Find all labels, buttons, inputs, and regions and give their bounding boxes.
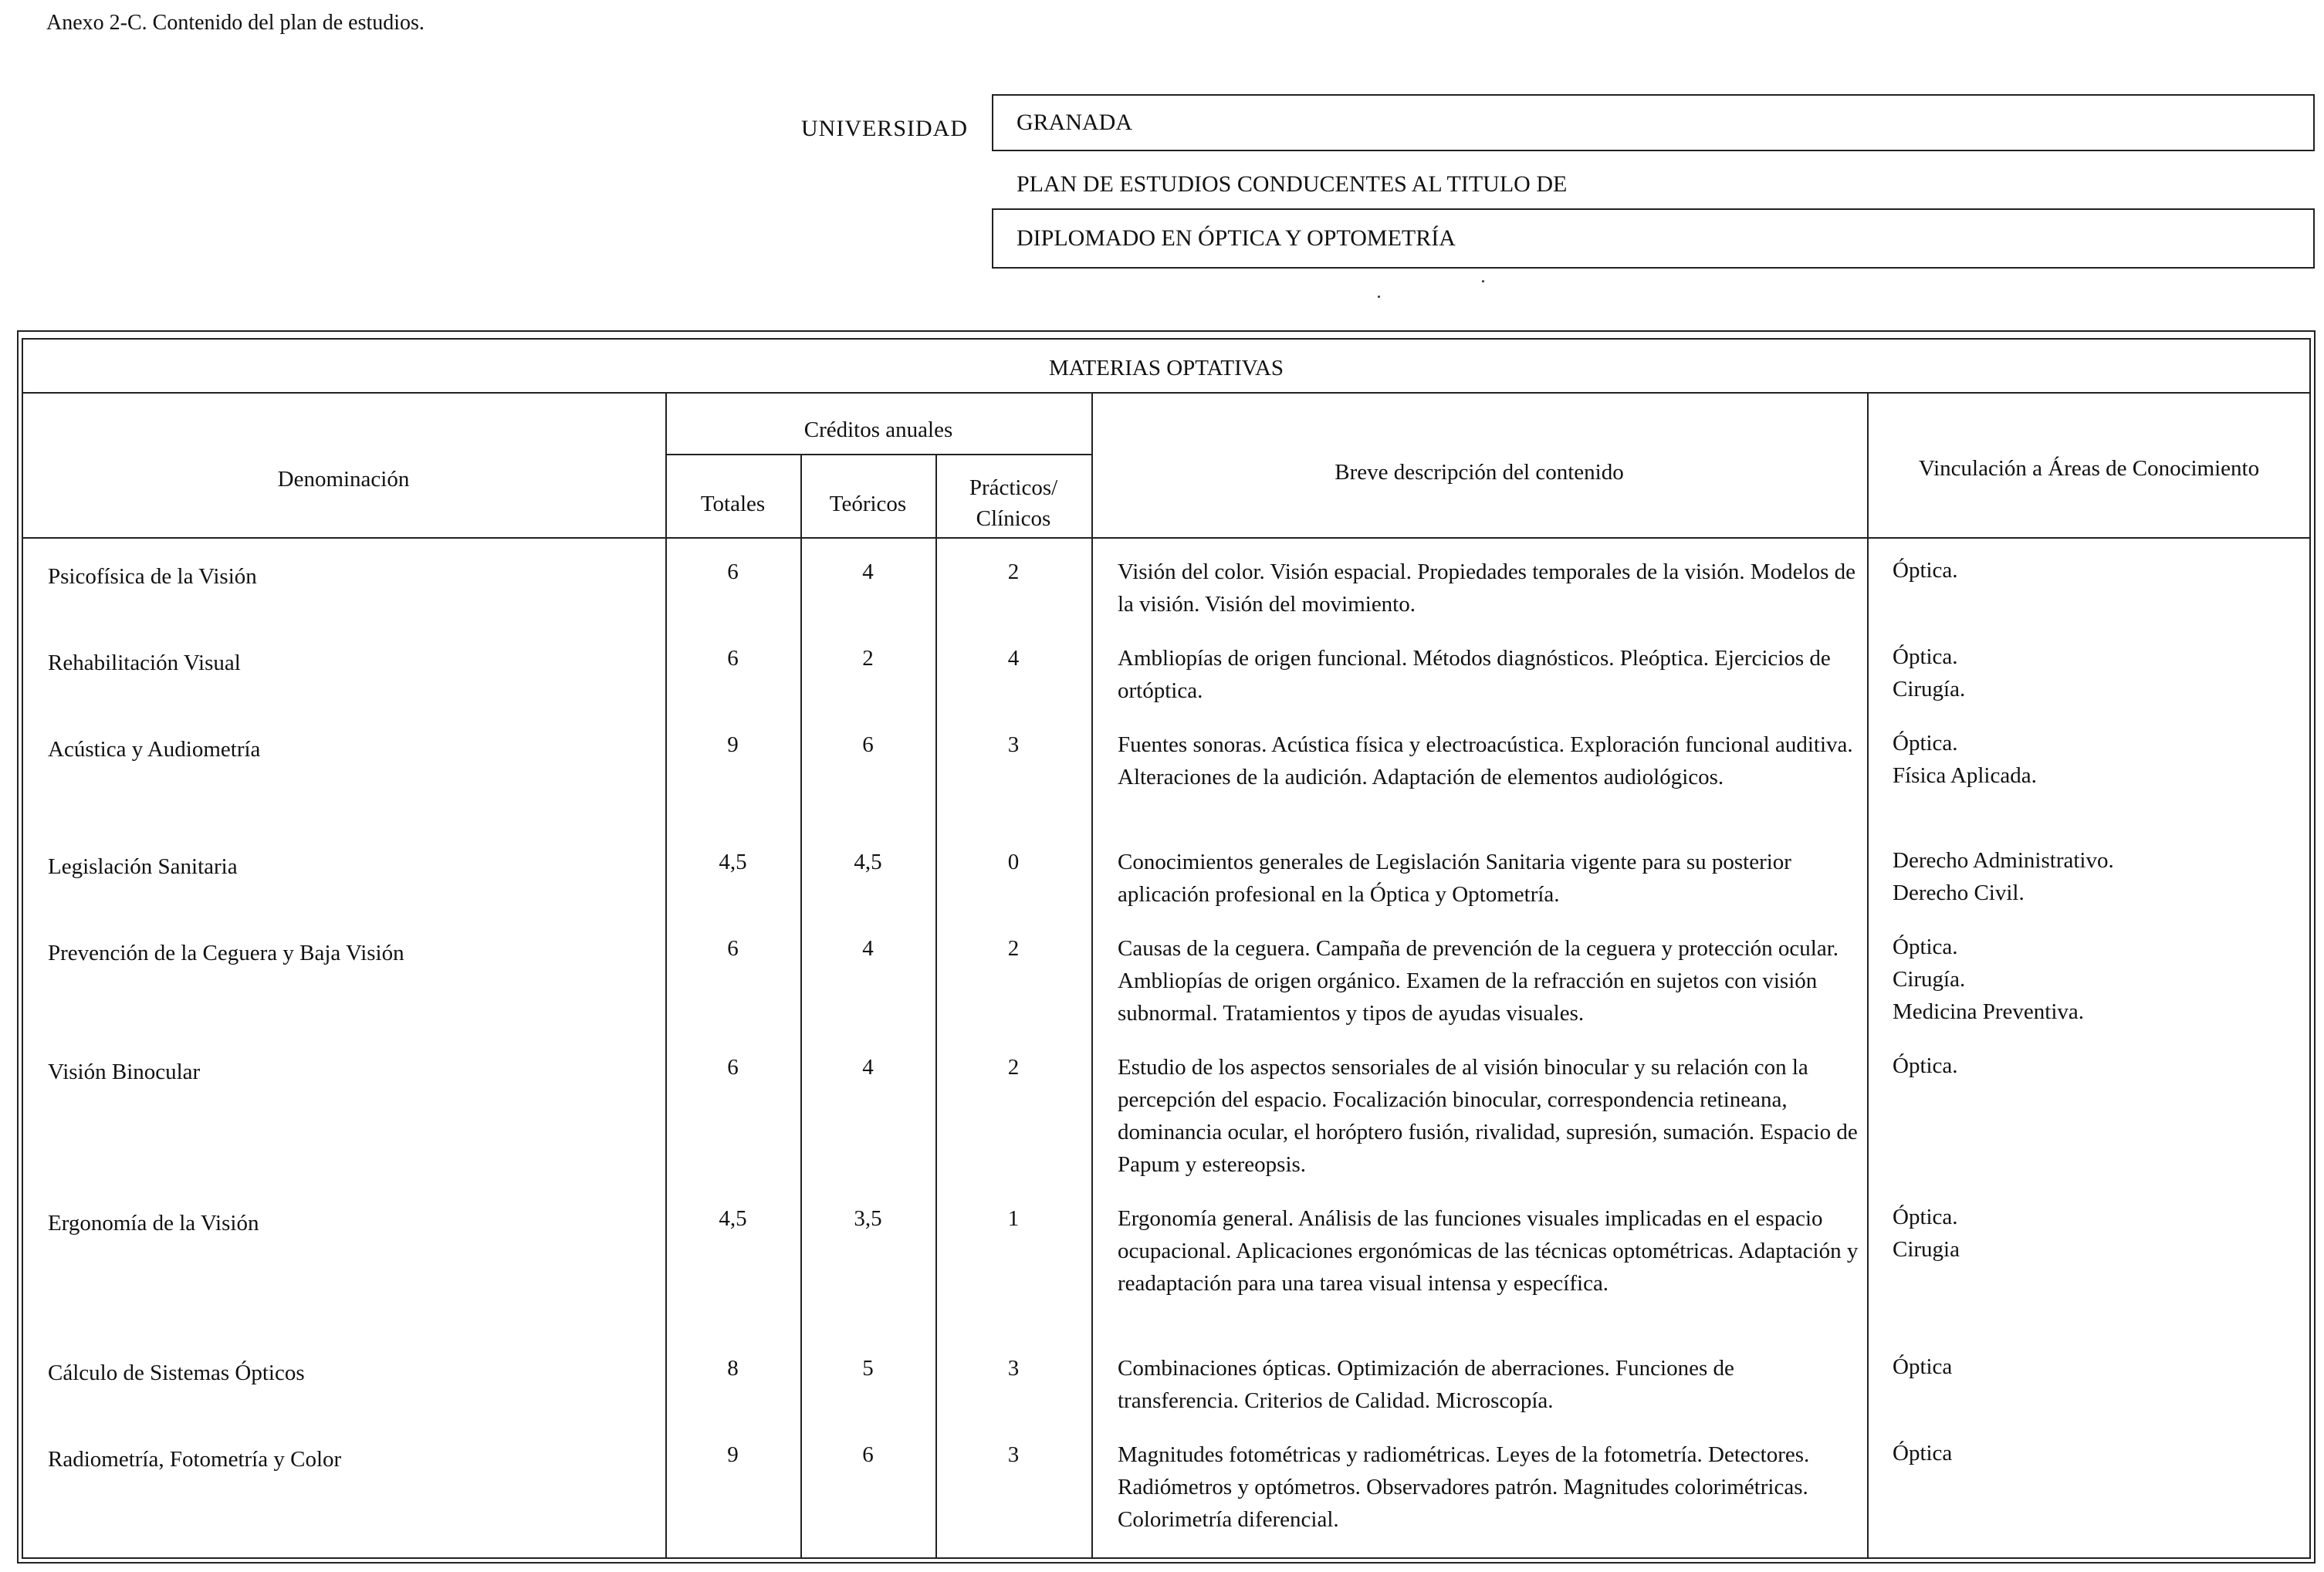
row-teoricos: 4 [862, 1055, 874, 1080]
row-practicos: 4 [1007, 646, 1020, 671]
row-teoricos: 5 [862, 1356, 874, 1381]
col-divider-2 [800, 454, 802, 1559]
row-denominacion: Ergonomía de la Visión [48, 1211, 259, 1236]
row-area-item: Cirugia [1893, 1237, 1960, 1262]
row-totales: 9 [727, 1442, 739, 1467]
row-area-item: Cirugía. [1893, 967, 1966, 992]
row-teoricos: 2 [862, 646, 874, 671]
row-totales: 6 [727, 559, 739, 584]
table-title: MATERIAS OPTATIVAS [1048, 356, 1284, 380]
row-practicos: 0 [1007, 850, 1020, 874]
speck [1378, 296, 1380, 298]
row-area-item: Física Aplicada. [1893, 763, 2037, 788]
row-area-item: Óptica. [1893, 644, 1958, 669]
row-areas [1893, 1437, 1952, 1469]
university-value: GRANADA [1017, 110, 1132, 135]
row-denominacion: Radiometría, Fotometría y Color [48, 1447, 342, 1472]
col-divider-4 [1091, 392, 1093, 1559]
row-practicos: 2 [1007, 559, 1020, 584]
row-descripcion: Visión del color. Visión espacial. Propiedades temporales de la visión. Modelos de la visión. Visión del movimiento. [1118, 559, 1856, 617]
col-header-vinculacion: Vinculación a Áreas de Conocimiento [1918, 456, 2260, 481]
row-practicos: 3 [1007, 732, 1020, 757]
row-denominacion: Psicofísica de la Visión [48, 564, 257, 589]
row-descripcion: Ambliopías de origen funcional. Métodos diagnósticos. Pleóptica. Ejercicios de ortóptica. [1118, 646, 1831, 703]
col-divider-3 [935, 454, 937, 1559]
row-areas [1893, 844, 2114, 909]
row-practicos: 1 [1007, 1206, 1020, 1231]
row-teoricos: 6 [862, 732, 874, 757]
row-denominacion: Prevención de la Ceguera y Baja Visión [48, 941, 404, 965]
row-areas [1893, 727, 2037, 792]
row-descripcion: Ergonomía general. Análisis de las funciones visuales implicadas en el espacio ocupacional. Aplicaciones ergonómicas de las técnicas optométricas. Adaptación y readaptación para una tarea visual intensa y específica. [1118, 1206, 1859, 1296]
row-descripcion: Fuentes sonoras. Acústica física y electroacústica. Exploración funcional auditiva. Alteraciones de la audición. Adaptación de elementos audiológicos. [1118, 732, 1853, 789]
row-descripcion: Combinaciones ópticas. Optimización de aberraciones. Funciones de transferencia. Criterios de Calidad. Microscopía. [1118, 1356, 1734, 1413]
col-header-teoricos: Teóricos [829, 492, 907, 516]
row-practicos: 3 [1007, 1356, 1020, 1381]
col-divider-5 [1867, 392, 1869, 1559]
col-header-practicos-line2: Clínicos [976, 506, 1051, 531]
row-totales: 8 [727, 1356, 739, 1381]
row-areas [1893, 641, 1965, 705]
row-denominacion: Acústica y Audiometría [48, 737, 261, 762]
row-teoricos: 3,5 [854, 1206, 882, 1231]
credits-divider [665, 454, 1091, 455]
degree-value: DIPLOMADO EN ÓPTICA Y OPTOMETRÍA [1017, 225, 1456, 251]
row-area-item: Derecho Civil. [1893, 881, 2025, 905]
annex-title: Anexo 2-C. Contenido del plan de estudios. [46, 11, 425, 35]
row-areas [1893, 1050, 1958, 1082]
row-totales: 4,5 [719, 850, 747, 874]
col-header-practicos [935, 472, 1091, 534]
row-area-item: Óptica [1893, 1441, 1953, 1466]
row-practicos: 2 [1007, 1055, 1020, 1080]
row-area-item: Óptica. [1893, 731, 1958, 756]
col-header-descripcion: Breve descripción del contenido [1335, 460, 1624, 485]
row-teoricos: 6 [862, 1442, 874, 1467]
degree-box [992, 208, 2315, 269]
row-denominacion: Visión Binocular [48, 1060, 201, 1084]
university-label: UNIVERSIDAD [801, 116, 968, 141]
row-practicos: 2 [1007, 936, 1020, 961]
row-practicos: 3 [1007, 1442, 1020, 1467]
row-area-item: Óptica. [1893, 558, 1958, 583]
row-areas [1893, 1351, 1952, 1383]
row-areas [1893, 931, 2084, 1028]
row-teoricos: 4,5 [854, 850, 882, 874]
row-areas [1893, 554, 1958, 587]
row-teoricos: 4 [862, 559, 874, 584]
speck [1482, 280, 1484, 282]
row-area-item: Óptica. [1893, 935, 1958, 959]
row-descripcion: Conocimientos generales de Legislación Sanitaria vigente para su posterior aplicación profesional en la Óptica y Optometría. [1118, 850, 1791, 907]
row-descripcion: Estudio de los aspectos sensoriales de al visión binocular y su relación con la percepción del espacio. Focalización binocular, correspondencia retineana, dominancia ocular, el horóptero fusión, rivalidad, supresión, sumación. Espacio de Papum y estereopsis. [1118, 1055, 1858, 1177]
row-totales: 6 [727, 646, 739, 671]
row-descripcion: Magnitudes fotométricas y radiométricas. Leyes de la fotometría. Detectores. Radiómetros y optómetros. Observadores patrón. Magnitudes colorimétricas. Colorimetría diferencial. [1118, 1442, 1810, 1532]
row-denominacion: Cálculo de Sistemas Ópticos [48, 1361, 305, 1385]
col-header-creditos: Créditos anuales [803, 418, 953, 442]
plan-label: PLAN DE ESTUDIOS CONDUCENTES AL TITULO DE [1017, 171, 1568, 197]
row-totales: 4,5 [719, 1206, 747, 1231]
row-denominacion: Rehabilitación Visual [48, 651, 241, 675]
university-box [992, 94, 2315, 151]
row-area-item: Derecho Administrativo. [1893, 848, 2114, 873]
row-teoricos: 4 [862, 936, 874, 961]
row-totales: 6 [727, 1055, 739, 1080]
row-area-item: Óptica [1893, 1354, 1953, 1379]
row-denominacion: Legislación Sanitaria [48, 854, 238, 879]
col-header-practicos-line1: Prácticos/ [969, 475, 1058, 500]
col-header-totales: Totales [700, 492, 766, 516]
row-area-item: Óptica. [1893, 1053, 1958, 1078]
row-area-item: Cirugía. [1893, 677, 1966, 701]
col-header-denominacion: Denominación [277, 467, 410, 492]
row-areas [1893, 1201, 1960, 1266]
title-divider [22, 392, 2311, 394]
row-area-item: Medicina Preventiva. [1893, 999, 2085, 1024]
row-descripcion: Causas de la ceguera. Campaña de prevención de la ceguera y protección ocular. Ambliopías de origen orgánico. Examen de la refracción en sujetos con visión subnormal. Tratamientos y tipos de ayudas visuales. [1118, 936, 1839, 1026]
row-area-item: Óptica. [1893, 1205, 1958, 1229]
row-totales: 6 [727, 936, 739, 961]
row-totales: 9 [727, 732, 739, 757]
header-divider [22, 537, 2311, 539]
